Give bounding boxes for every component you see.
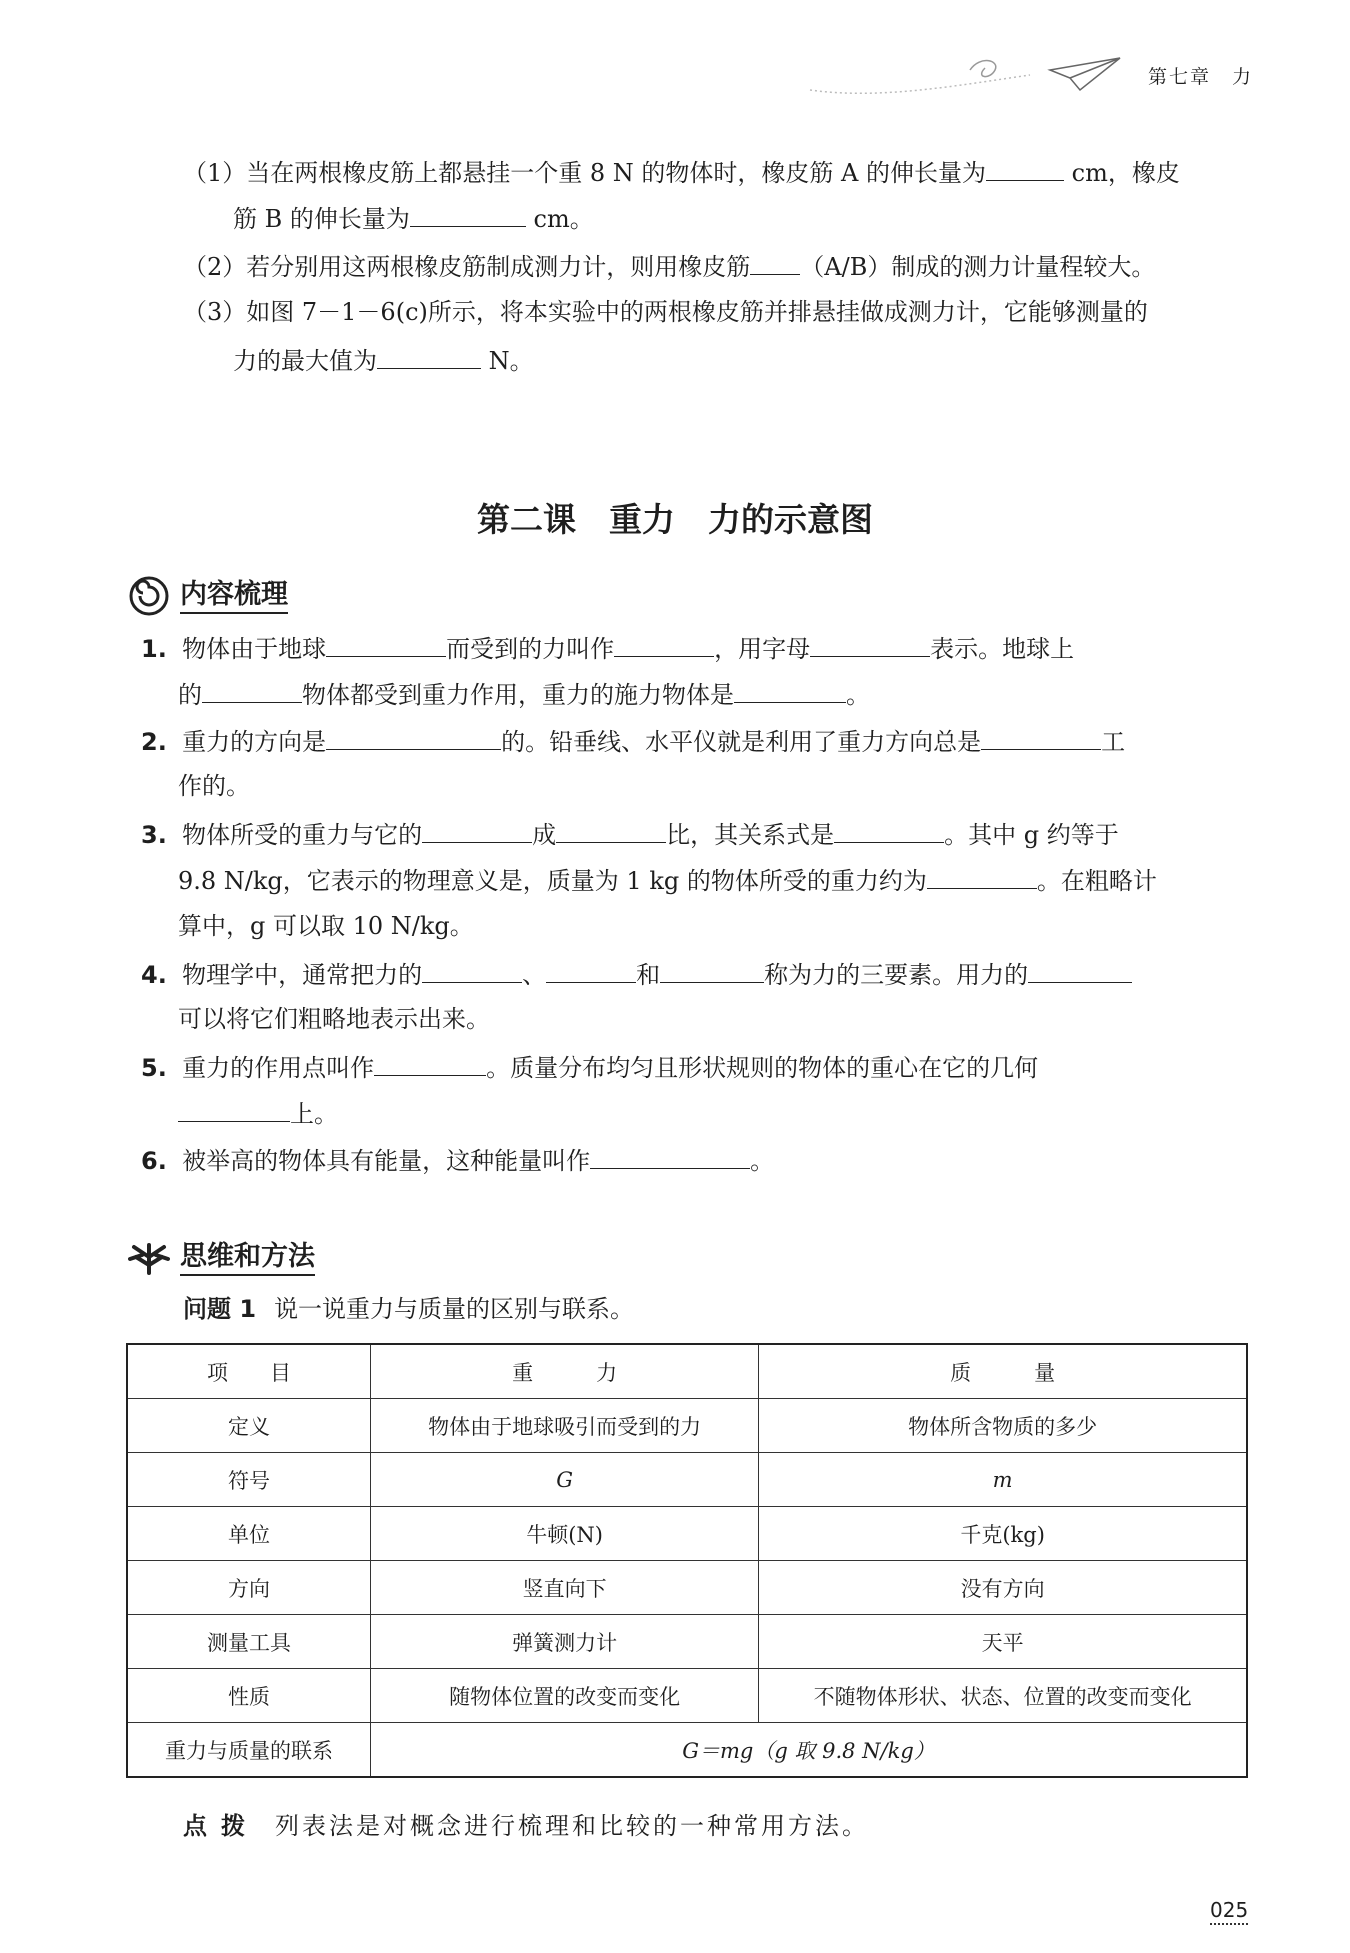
method-section-heading: 思维和方法 xyxy=(128,1234,315,1275)
answer-blank[interactable] xyxy=(810,632,930,657)
answer-blank[interactable] xyxy=(374,1051,486,1076)
list-item: 6. 被举高的物体具有能量，这种能量叫作 。 xyxy=(141,1144,774,1176)
table-header-cell: 质 量 xyxy=(759,1344,1247,1399)
answer-blank[interactable] xyxy=(546,958,636,983)
table-cell: 竖直向下 xyxy=(371,1561,759,1615)
sprout-icon xyxy=(128,1241,170,1275)
table-cell: 弹簧测力计 xyxy=(371,1615,759,1669)
question-label: 问题 1 说一说重力与质量的区别与联系。 xyxy=(183,1295,635,1323)
comparison-table xyxy=(126,1343,1248,1778)
tip-note: 点拨 列表法是对概念进行梳理和比较的一种常用方法。 xyxy=(183,1812,869,1840)
list-item-continued: 可以将它们粗略地表示出来。 xyxy=(178,1005,490,1033)
answer-blank[interactable] xyxy=(834,818,944,843)
table-cell: 随物体位置的改变而变化 xyxy=(371,1669,759,1723)
list-item-continued: 9.8 N/kg，它表示的物理意义是，质量为 1 kg 的物体所受的重力约为 。在粗略计 xyxy=(178,864,1157,896)
table-row xyxy=(127,1669,1247,1723)
answer-blank[interactable] xyxy=(422,818,532,843)
table-header-cell: 重 力 xyxy=(371,1344,759,1399)
table-row xyxy=(127,1615,1247,1669)
paper-plane-decoration xyxy=(800,40,1130,110)
table-cell: 单位 xyxy=(127,1507,371,1561)
table-row xyxy=(127,1507,1247,1561)
exercise-q1-line2: 筋 B 的伸长量为 cm。 xyxy=(233,202,594,234)
table-cell: 牛顿(N) xyxy=(371,1507,759,1561)
answer-blank[interactable] xyxy=(614,632,714,657)
exercise-q3-line2: 力的最大值为 N。 xyxy=(233,344,534,376)
spiral-icon xyxy=(128,575,170,617)
answer-blank[interactable] xyxy=(178,1097,290,1122)
list-item-continued: 的 物体都受到重力作用，重力的施力物体是 。 xyxy=(178,678,870,710)
table-cell: 性质 xyxy=(127,1669,371,1723)
answer-blank[interactable] xyxy=(927,864,1037,889)
table-cell: G＝mg（g 取 9.8 N/kg） xyxy=(371,1723,1248,1778)
chapter-label: 第七章 力 xyxy=(1148,66,1254,88)
table-cell: 测量工具 xyxy=(127,1615,371,1669)
answer-blank[interactable] xyxy=(326,632,446,657)
answer-blank[interactable] xyxy=(981,725,1101,750)
content-section-heading: 内容梳理 xyxy=(128,572,288,617)
exercise-q1-line1: （1）当在两根橡皮筋上都悬挂一个重 8 N 的物体时，橡皮筋 A 的伸长量为 cm，橡皮 xyxy=(183,156,1180,188)
table-relation-row xyxy=(127,1723,1247,1778)
answer-blank[interactable] xyxy=(986,156,1064,181)
list-item-continued: 上。 xyxy=(178,1097,338,1129)
table-cell: 天平 xyxy=(759,1615,1247,1669)
table-header-cell: 项 目 xyxy=(127,1344,371,1399)
table-row xyxy=(127,1561,1247,1615)
list-item: 5. 重力的作用点叫作 。质量分布均匀且形状规则的物体的重心在它的几何 xyxy=(141,1051,1038,1083)
table-cell: 定义 xyxy=(127,1399,371,1453)
exercise-q3-line1: （3）如图 7－1－6(c)所示，将本实验中的两根橡皮筋并排悬挂做成测力计，它能够测量的 xyxy=(183,298,1148,326)
lesson-title: 第二课 重力 力的示意图 xyxy=(477,500,873,539)
table-cell: 物体由于地球吸引而受到的力 xyxy=(371,1399,759,1453)
answer-blank[interactable] xyxy=(422,958,522,983)
table-cell: 物体所含物质的多少 xyxy=(759,1399,1247,1453)
list-item: 1. 物体由于地球 而受到的力叫作 ，用字母 表示。地球上 xyxy=(141,632,1074,664)
table-cell: 不随物体形状、状态、位置的改变而变化 xyxy=(759,1669,1247,1723)
table-cell: 千克(kg) xyxy=(759,1507,1247,1561)
answer-blank[interactable] xyxy=(1028,958,1132,983)
answer-blank[interactable] xyxy=(660,958,764,983)
page-number: 025 xyxy=(1210,1898,1248,1925)
list-item: 3. 物体所受的重力与它的 成 比，其关系式是 。其中 g 约等于 xyxy=(141,818,1119,850)
answer-blank[interactable] xyxy=(377,344,481,369)
answer-blank[interactable] xyxy=(202,678,302,703)
answer-blank[interactable] xyxy=(734,678,846,703)
table-row xyxy=(127,1399,1247,1453)
answer-blank[interactable] xyxy=(590,1144,750,1169)
table-cell: m xyxy=(759,1453,1247,1507)
table-row xyxy=(127,1453,1247,1507)
list-item: 2. 重力的方向是 的。铅垂线、水平仪就是利用了重力方向总是 工 xyxy=(141,725,1125,757)
table-cell: 没有方向 xyxy=(759,1561,1247,1615)
answer-blank[interactable] xyxy=(410,202,526,227)
answer-blank[interactable] xyxy=(556,818,666,843)
table-cell: 方向 xyxy=(127,1561,371,1615)
table-cell: G xyxy=(371,1453,759,1507)
table-header-row xyxy=(127,1344,1247,1399)
answer-blank[interactable] xyxy=(750,250,800,275)
answer-blank[interactable] xyxy=(326,725,501,750)
exercise-q2: （2）若分别用这两根橡皮筋制成测力计，则用橡皮筋 （A/B）制成的测力计量程较大。 xyxy=(183,250,1155,282)
table-cell: 重力与质量的联系 xyxy=(127,1723,371,1778)
list-item-continued: 作的。 xyxy=(178,772,250,800)
table-cell: 符号 xyxy=(127,1453,371,1507)
list-item-continued: 算中，g 可以取 10 N/kg。 xyxy=(178,912,474,940)
list-item: 4. 物理学中，通常把力的 、 和 称为力的三要素。用力的 xyxy=(141,958,1132,990)
